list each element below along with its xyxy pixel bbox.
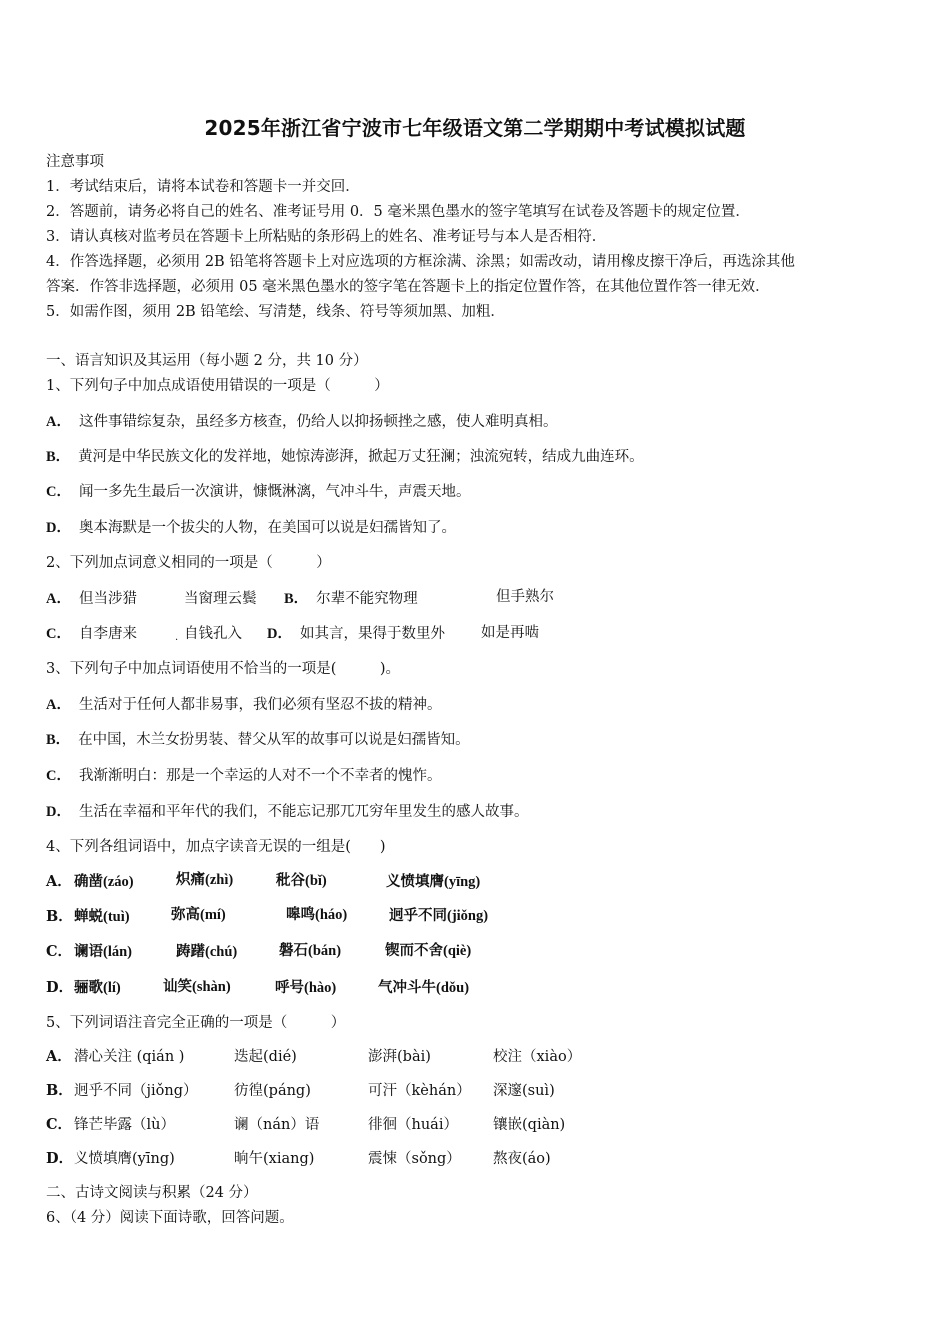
notice-heading: 注意事项 <box>46 154 104 170</box>
q2-option-c-2: 自钱孔入 <box>184 626 242 642</box>
q5-row-b-item-2: 彷徨(páng) <box>234 1083 311 1099</box>
q3-option-b-label: B． <box>46 732 71 748</box>
q4-row-b-label: B． <box>46 908 73 925</box>
q6-stem: 6、（4 分）阅读下面诗歌，回答问题。 <box>46 1210 294 1226</box>
q2-option-d-label: D． <box>267 626 292 642</box>
notice-item-1: 1．考试结束后，请将本试卷和答题卡一并交回． <box>46 179 360 195</box>
notice-item-5: 5．如需作图，须用 2B 铅笔绘、写清楚，线条、符号等须加黑、加粗． <box>46 304 505 320</box>
q5-row-d-item-4: 熬夜(áo) <box>493 1151 551 1167</box>
q4-row-d-label: D． <box>46 979 74 996</box>
q2-option-a-2: 当窗理云鬓 <box>184 591 257 607</box>
q4-row-b-item-1: 蝉蜕(tuì) <box>74 909 130 925</box>
q5-row-a-item-2: 迭起(dié) <box>234 1049 297 1065</box>
q5-row-c-label: C． <box>46 1116 73 1133</box>
page-title: 2025年浙江省宁波市七年级语文第二学期期中考试模拟试题 <box>204 116 746 140</box>
q1-option-b-text: 黄河是中华民族文化的发祥地，她惊涛澎湃，掀起万丈狂澜；浊流宛转，结成九曲连环。 <box>78 449 644 465</box>
q5-row-a-item-3: 澎湃(bài) <box>368 1049 431 1065</box>
q5-row-a-label: A． <box>46 1048 72 1065</box>
q4-row-c-item-3: 磐石(bán) <box>279 943 342 959</box>
q5-row-b-label: B． <box>46 1082 73 1099</box>
q3-option-b <box>46 730 470 750</box>
q5-row-b-item-3: 可汗（kèhán） <box>368 1083 471 1099</box>
section-1-heading: 一、语言知识及其运用（每小题 2 分，共 10 分） <box>46 353 368 369</box>
q4-row-b-item-4: 迥乎不同(jiǒng) <box>389 908 489 924</box>
q4-row-c-item-1: 谰语(lán) <box>74 944 132 960</box>
q5-row-b-item-1: 迥乎不同（jiǒng） <box>74 1083 198 1099</box>
q1-option-a-label: A． <box>46 414 71 430</box>
q4-row-c-item-2: 踌躇(chú) <box>176 944 238 960</box>
q4-row-b-item-3: 嗥鸣(háo) <box>286 907 348 923</box>
q1-stem: 1、下列句子中加点成语使用错误的一项是（ ） <box>46 378 389 394</box>
q5-stem: 5、下列词语注音完全正确的一项是（ ） <box>46 1015 346 1031</box>
q2-option-d-1: 如其言，果得于数里外 <box>299 626 445 642</box>
q3-option-d <box>46 802 528 822</box>
q2-option-c <box>46 624 137 644</box>
q4-row-a-item-2: 炽痛(zhì) <box>176 872 234 888</box>
q3-stem: 3、下列句子中加点词语使用不恰当的一项是( )。 <box>46 661 401 677</box>
q5-row-b-item-4: 深邃(suì) <box>493 1083 555 1099</box>
q3-option-b-text: 在中国，木兰女扮男装、替父从军的故事可以说是妇孺皆知。 <box>78 732 470 748</box>
q4-row-a-item-3: 秕谷(bǐ) <box>276 873 327 889</box>
q2-option-a-1: 但当涉猎 <box>78 591 137 607</box>
q5-row-d-item-3: 震悚（sǒng） <box>368 1151 461 1167</box>
q1-option-c-text: 闻一多先生最后一次演讲，慷慨淋漓，气冲斗牛，声震天地。 <box>78 484 471 500</box>
emphasis-dot: . <box>175 632 179 643</box>
q1-option-d <box>46 518 456 538</box>
notice-item-4: 4．作答选择题，必须用 2B 铅笔将答题卡上对应选项的方框涂满、涂黑；如需改动，请用橡皮擦干净后，再选涂其他 <box>46 254 795 270</box>
q4-row-a-item-1: 确凿(záo) <box>74 874 134 890</box>
q2-option-c-1: 自李唐来 <box>78 626 137 642</box>
q1-option-a-text: 这件事错综复杂，虽经多方核查，仍给人以抑扬顿挫之感，使人难明真相。 <box>78 414 558 430</box>
q1-option-d-text: 奥本海默是一个拔尖的人物，在美国可以说是妇孺皆知了。 <box>78 520 456 536</box>
q4-row-d-item-4: 气冲斗牛(dǒu) <box>378 980 470 996</box>
q4-row-a-item-4: 义愤填膺(yīng) <box>386 874 481 890</box>
section-2-heading: 二、古诗文阅读与积累（24 分） <box>46 1185 258 1201</box>
q3-option-a-label: A． <box>46 697 71 713</box>
q4-row-a-label: A． <box>46 873 72 890</box>
q2-option-b <box>284 589 418 609</box>
q1-option-d-label: D． <box>46 520 71 536</box>
q5-row-d-label: D． <box>46 1150 74 1167</box>
q5-row-c-item-4: 镶嵌(qiàn) <box>493 1117 566 1133</box>
q2-option-b-2: 但手熟尔 <box>496 589 554 605</box>
q1-option-b <box>46 447 644 467</box>
q2-option-a-label: A． <box>46 591 71 607</box>
q4-row-d-item-3: 呼号(hào) <box>275 980 337 996</box>
q3-option-c-text: 我渐渐明白：那是一个幸运的人对不一个不幸者的愧怍。 <box>78 768 442 784</box>
q5-row-d-item-2: 晌午(xiang) <box>234 1151 315 1167</box>
q5-row-a-item-1: 潜心关注 (qián ) <box>74 1049 185 1065</box>
q1-option-a <box>46 412 557 432</box>
q5-row-a-item-4: 校注（xiào） <box>493 1049 582 1065</box>
q5-row-c-item-2: 谰（nán）语 <box>234 1117 320 1133</box>
q3-option-d-text: 生活在幸福和平年代的我们，不能忘记那兀兀穷年里发生的感人故事。 <box>78 804 529 820</box>
q2-stem: 2、下列加点词意义相同的一项是（ ） <box>46 555 331 571</box>
q4-row-c-item-4: 锲而不舍(qiè) <box>385 943 472 959</box>
notice-item-4-cont: 答案．作答非选择题，必须用 05 毫米黑色墨水的签字笔在答题卡上的指定位置作答，在其他位置作答一律无效． <box>46 279 770 295</box>
q3-option-c <box>46 766 441 786</box>
notice-item-2: 2．答题前，请务必将自己的姓名、准考证号用 0．5 毫米黑色墨水的签字笔填写在试卷及答题卡的规定位置． <box>46 204 750 220</box>
q2-option-b-label: B． <box>284 591 309 607</box>
q1-option-b-label: B． <box>46 449 71 465</box>
q4-stem: 4、下列各组词语中，加点字读音无误的一组是( ) <box>46 839 386 855</box>
q2-option-c-label: C． <box>46 626 71 642</box>
q2-option-d-2: 如是再啮 <box>481 625 539 641</box>
q5-row-d-item-1: 义愤填膺(yīng) <box>74 1151 175 1167</box>
q3-option-a-text: 生活对于任何人都非易事，我们必须有坚忍不拔的精神。 <box>78 697 442 713</box>
q4-row-c-label: C． <box>46 943 73 960</box>
notice-item-3: 3．请认真核对监考员在答题卡上所粘贴的条形码上的姓名、准考证号与本人是否相符． <box>46 229 607 245</box>
q5-row-c-item-1: 锋芒毕露（lù） <box>74 1117 175 1133</box>
q1-option-c <box>46 482 470 502</box>
q3-option-a <box>46 695 441 715</box>
q3-option-c-label: C． <box>46 768 71 784</box>
q4-row-d-item-2: 讪笑(shàn) <box>163 979 231 995</box>
q2-option-b-1: 尔辈不能究物理 <box>316 591 418 607</box>
q5-row-c-item-3: 徘徊（huái） <box>368 1117 458 1133</box>
q1-option-c-label: C． <box>46 484 71 500</box>
q3-option-d-label: D． <box>46 804 71 820</box>
q4-row-d-item-1: 骊歌(lí) <box>74 980 121 996</box>
q2-option-d <box>267 624 445 644</box>
q2-option-a <box>46 589 137 609</box>
q4-row-b-item-2: 弥高(mí) <box>171 907 226 923</box>
